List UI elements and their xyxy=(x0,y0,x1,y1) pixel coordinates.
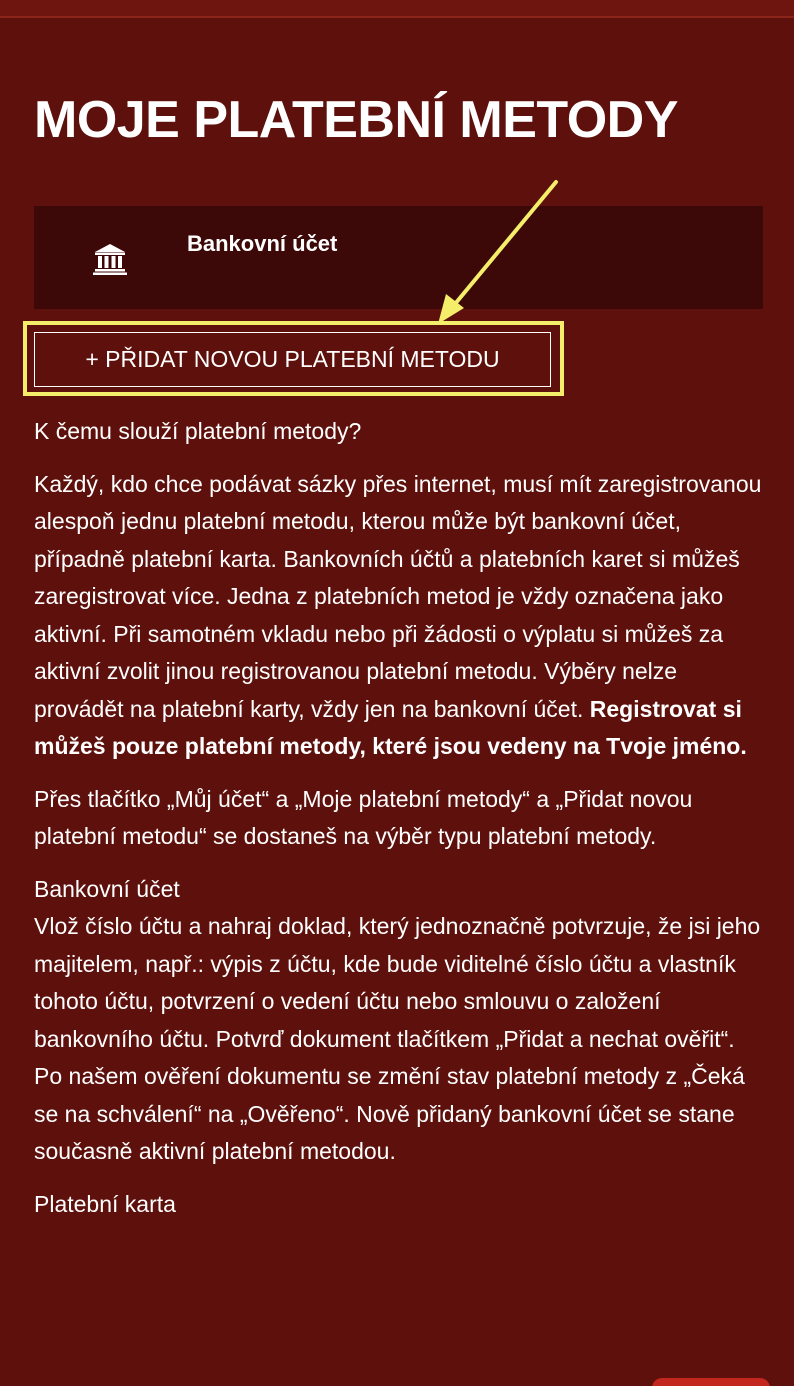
page-title: MOJE PLATEBNÍ METODY xyxy=(34,91,678,149)
annotation-arrow xyxy=(420,170,580,340)
add-payment-method-button[interactable]: + PŘIDAT NOVOU PLATEBNÍ METODU xyxy=(34,332,551,387)
faq-heading: K čemu slouží platební metody? xyxy=(34,418,362,444)
faq-content xyxy=(34,413,764,1238)
faq-howto: Přes tlačítko „Můj účet“ a „Moje platební metody“ a „Přidat novou platební metodu“ se dostaneš na výběr typu platební metody. xyxy=(34,785,693,849)
payment-method-bank-account[interactable] xyxy=(34,206,763,309)
faq-intro-text: Každý, kdo chce podávat sázky přes internet, musí mít zaregistrovanou alespoň jednu platební metodu, kterou může být bankovní účet, případně platební karta. Bankovních účtů a platebních karet si můžeš zaregistrovat více. Jedna z platebních metod je vždy označena jako aktivní. Při samotném vkladu nebo při žádosti o výplatu si můžeš za aktivní zvolit jinou registrovanou platební metodu. Výběry nelze provádět na platební karty, vždy jen na bankovní účet. xyxy=(34,470,762,722)
bottom-badge xyxy=(652,1378,770,1386)
payment-method-label: Bankovní účet xyxy=(187,231,338,256)
bank-icon xyxy=(93,242,127,276)
faq-bank-text: Vlož číslo účtu a nahraj doklad, který jednoznačně potvrzuje, že jsi jeho majitelem, např.: výpis z účtu, kde bude viditelné číslo účtu a vlastník tohoto účtu, potvrzení o vedení účtu nebo smlouvu o založení bankovního účtu. Potvrď dokument tlačítkem „Přidat a nechat ověřit“. Po našem ověření dokumentu se změní stav platební metody z „Čeká se na schválení“ na „Ověřeno“. Nově přidaný bankovní účet se stane současně aktivní platební metodou. xyxy=(34,913,761,1164)
faq-intro xyxy=(34,466,764,766)
faq-bank-heading: Bankovní účet xyxy=(34,875,180,902)
faq-card-heading: Platební karta xyxy=(34,1190,176,1217)
faq-intro-bold: Registrovat si můžeš pouze platební metody, které jsou vedeny na Tvoje jméno. xyxy=(34,695,747,759)
top-strip xyxy=(0,0,794,18)
faq-bank-section xyxy=(34,871,764,1171)
